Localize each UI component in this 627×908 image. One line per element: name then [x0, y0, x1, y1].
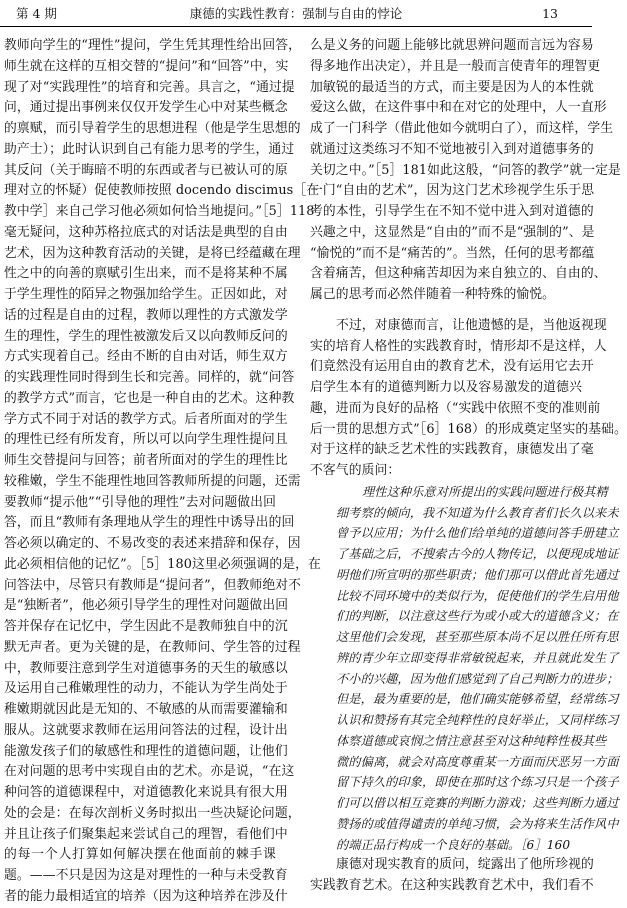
- text-line: 默无声者。更为关键的是，在教师问、学生答的过程: [4, 639, 301, 655]
- right-column: [310, 36, 627, 897]
- quote-line: 比较不同环境中的类似行为，促使他们的学生启用他: [336, 588, 619, 603]
- quote-line: 辨的青少年立即变得非常敏锐起来，并且就此发生了: [336, 650, 619, 665]
- text-line: 考的本性，引导学生在不知不觉中进入到对道德的: [310, 204, 594, 219]
- text-line: 题。——不只是因为这是对理性的一种与未受教育: [4, 868, 288, 883]
- text-line: 的理性已经有所发育，所以可以向学生理性提问且: [4, 432, 288, 448]
- header-rule: [0, 26, 592, 27]
- text-line: 得多地作出决定），并且是一般而言使青年的理智更: [310, 58, 601, 74]
- text-line: 不客气的质问：: [310, 463, 401, 478]
- text-line: 者的能力最相适宜的培养（因为这种培养在涉及什: [4, 888, 288, 904]
- text-line: 答并保存在记忆中，学生因此不是教师独自中的沉: [4, 619, 288, 634]
- text-line: 话的过程是自由的过程，教师以理性的方式激发学: [4, 307, 288, 323]
- text-line: 要教师“提示他”“引导他的理性”去对问题做出回: [4, 494, 276, 510]
- text-line: 现了对“实践理性”的培育和完善。具言之，“通过提: [4, 79, 295, 95]
- text-line: 教师向学生的“理性”提问，学生凭其理性给出回答，: [4, 38, 302, 53]
- text-line: 性之中的向善的禀赋引生出来，而不是将某种不属: [4, 266, 288, 282]
- quote-line: 但是，最为重要的是，他们确实能够希望，经常练习: [336, 692, 619, 707]
- text-line: 就通过这类练习不知不觉地被引入到对道德事务的: [310, 141, 594, 157]
- text-line: 中，教师要注意到学生对道德事务的天生的敏感以: [4, 660, 288, 676]
- text-line: 艺术，因为这种教育活动的关键，是将已经蕴藏在理: [4, 245, 301, 261]
- text-line: 此必须相信他的记忆”。［5］180这里必须强调的是，在: [4, 556, 321, 572]
- text-line: 其反问（关于晦暗不明的东西或者与已被认可的原: [4, 162, 288, 178]
- text-line: 答必须以确定的、不易改变的表述来措辞和保存，因: [4, 536, 301, 551]
- text-line: 稚嫩期就因此是无知的、不敏感的从而需要灌输和: [4, 702, 288, 717]
- text-line: 理对立的怀疑）促使教师按照 docendo discimus［在: [4, 183, 320, 199]
- text-line: 毫无疑问，这种苏格拉底式的对话法是典型的自由: [4, 224, 288, 240]
- text-line: 实的培育人格性的实践教育时，情形却不是这样，人: [310, 338, 607, 354]
- text-line: 么是义务的问题上能够比就思辨问题而言远为容易: [310, 38, 594, 53]
- text-line: 问答法中，尽管只有教师是“提问者”，但教师绝对不: [4, 577, 302, 593]
- text-line: 是“独断者”，他必须引导学生的理性对问题做出回: [4, 598, 289, 614]
- text-line: 师生就在这样的互相交替的“提问”和“回答”中，实: [4, 58, 289, 74]
- quote-line: 们的判断，以注意这些行为或小或大的道德含义；在: [336, 609, 619, 624]
- text-line: 问，通过提出事例来仅仅开发学生心中对某些概念: [4, 100, 288, 116]
- text-line: 在对问题的思考中实现自由的艺术。亦是说，“在这: [4, 764, 295, 780]
- text-line: 及运用自己稚嫩理性的动力，不能认为学生尚处于: [4, 681, 288, 697]
- text-line: 不过，对康德而言，让他遗憾的是，当他返视现: [336, 317, 607, 333]
- text-line: 的禀赋，而引导着学生的思想进程（他是学生思想的: [4, 121, 301, 136]
- quote-line: 细考察的倾向，我不知道为什么教育者们长久以来未: [336, 505, 619, 520]
- text-line: 们竟然没有运用自由的教育艺术，没有运用它去开: [310, 359, 594, 375]
- text-line: 教中学］来自己学习他必须如何恰当地提问。”［5］118: [4, 204, 315, 219]
- text-line: 种问答的道德课程中，对道德教化来说具有很大用: [4, 785, 288, 800]
- quote-line: 留下持久的印象，即使在那时这个练习只是一个孩子: [336, 775, 619, 790]
- text-line: “愉悦的”而不是“痛苦的”。当然，任何的思考都蕴: [310, 245, 595, 261]
- quote-line: 体察道德或哀悯之情注意甚至对这种纯粹性极其些: [336, 733, 607, 748]
- quote-line: 们可以借以相互竞赛的判断力游戏；这些判断力通过: [336, 796, 619, 810]
- paragraph-gap: [310, 306, 582, 316]
- text-line: 后一贯的思想方式”［6］168）的形成奠定坚实的基础。: [310, 421, 627, 437]
- text-line: 的每一个人打算如何解决摆在他面前的棘手课: [4, 847, 276, 863]
- text-line: 助产士）；此时认识到自己有能力思考的学生，通过: [4, 141, 295, 157]
- quote-line: 不小的兴趣，因为他们感觉到了自己判断力的进步；: [336, 671, 619, 686]
- text-line: 趣，进而为良好的品格（“实践中依照不变的准则前: [310, 400, 601, 416]
- text-line: 对于这样的缺乏艺术性的实践教育，康德发出了毫: [310, 442, 594, 458]
- text-line: 加敏锐的最适当的方式，而主要是因为人的本性就: [310, 79, 594, 95]
- text-line: 启学生本有的道德判断力以及容易激发的道德兴: [310, 380, 582, 395]
- text-line: 较稚嫩，学生不能理性地回答教师所提的问题，还需: [4, 473, 301, 489]
- quote-line: 的端正品行构成一个良好的基础。［6］160: [336, 837, 571, 852]
- quote-line: 明他们所宣明的那些职责；他们那可以借此首先通过: [336, 567, 619, 582]
- text-line: 服从。这就要求教师在运用问答法的过程，设计出: [4, 722, 288, 738]
- text-line: 师生交替提问与回答；前者所面对的学生的理性比: [4, 453, 288, 468]
- quote-line: 赞扬的或值得谴责的单纯习惯，会为将来生活作风中: [336, 816, 619, 831]
- text-line: 能激发孩子们的敏感性和理性的道德问题，让他们: [4, 743, 288, 759]
- text-line: 的实践理性同时得到生长和完善。同样的，就“问答: [4, 370, 295, 385]
- text-line: 的教学方式”而言，它也是一种自由的艺术。这种教: [4, 390, 295, 406]
- left-column: [4, 36, 321, 908]
- quote-line: 曾予以应用；为什么他们给单纯的道德问答手册建立: [336, 526, 619, 541]
- text-line: 方式实现着自己。经由不断的自由对话，师生双方: [4, 349, 288, 365]
- page-number: 13: [542, 6, 558, 21]
- quote-line: 认识和赞扬有其完全纯粹性的良好举止，又同样练习: [336, 713, 619, 727]
- text-line: 含着痛苦，但这种痛苦却因为来自独立的、自由的、: [310, 266, 607, 282]
- text-line: 实践教育艺术。在这种实践教育艺术中，我们看不: [310, 878, 594, 893]
- quote-line: 这里他们会发现，甚至那些原本尚不足以胜任所有思: [336, 630, 619, 644]
- quote-line: 理性这种乐意对所提出的实践问题进行极其精: [362, 484, 608, 499]
- text-line: 成了一门科学（借此他如今就明白了），而这样，学生: [310, 121, 614, 136]
- issue-label: 第 4 期: [16, 6, 57, 21]
- text-line: 兴趣之中，这显然是“自由的”而不是“强制的”、是: [310, 224, 595, 240]
- text-line: 爱这么做，在这件事中和在对它的处理中，人一直形: [310, 100, 607, 116]
- text-line: 答，而且“教师有条理地从学生的理性中诱导出的回: [4, 515, 295, 531]
- text-line: 于学生理性的陌异之物强加给学生。正因如此，对: [4, 287, 288, 302]
- text-line: 学方式不同于对话的教学方式。后者所面对的学生: [4, 411, 288, 427]
- text-line: 一门“自由的艺术”，因为这门艺术珍视学生乐于思: [310, 183, 595, 199]
- article-title: 康德的实践性教育：强制与自由的悖论: [189, 6, 403, 21]
- quote-line: 了基础之后，不搜索古今的人物传记，以便现成地证: [336, 547, 619, 561]
- text-line: 康德对现实教育的质问，绽露出了他所珍视的: [336, 857, 594, 873]
- text-line: 属己的思考而必然伴随着一种特殊的愉悦。: [310, 287, 556, 302]
- text-line: 关切之中。”［5］181如此这般，“问答的教学”就一定是: [310, 162, 621, 178]
- text-line: 生的理性，学生的理性被激发后又以向教师反问的: [4, 328, 288, 344]
- text-line: 并且让孩子们聚集起来尝试自己的理智，看他们中: [4, 826, 288, 842]
- text-line: 处的会是：在每次剖析义务时拟出一些决疑论问题，: [4, 805, 301, 821]
- quote-line: 微的偏离，就会对高度尊重某一方面而厌恶另一方面: [336, 754, 619, 769]
